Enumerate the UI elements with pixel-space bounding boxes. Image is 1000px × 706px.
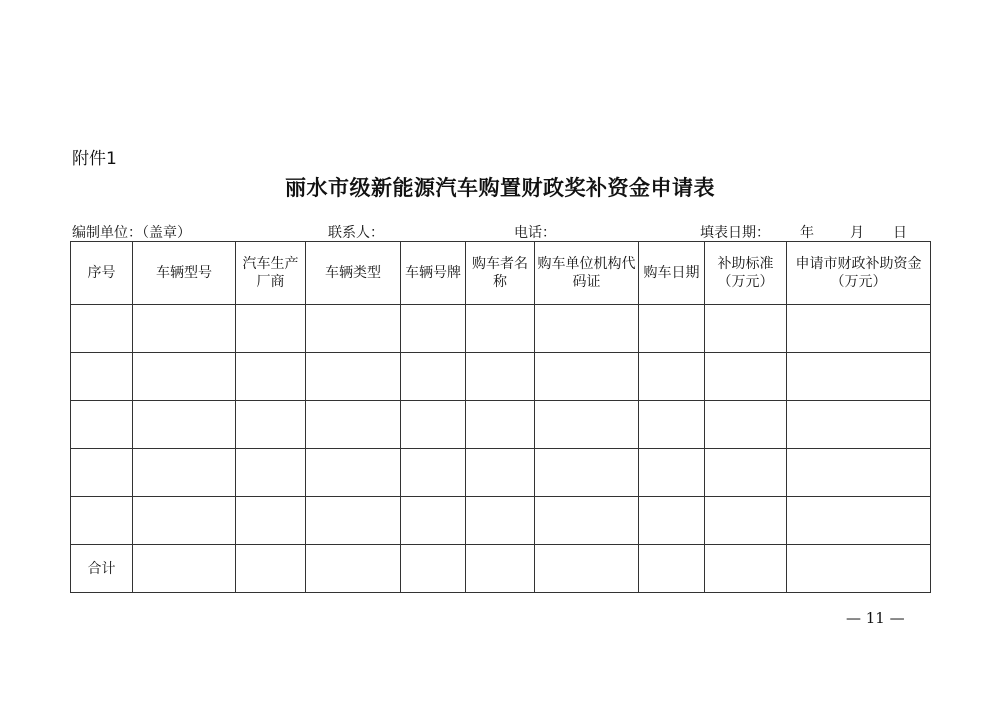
table-row [71, 449, 931, 497]
meta-unit: 编制单位：（盖章） [72, 225, 191, 241]
meta-phone: 电话： [514, 225, 556, 241]
table-cell [401, 545, 466, 593]
table-row [71, 305, 931, 353]
meta-fill-date: 填表日期： [700, 225, 770, 241]
table-cell [236, 401, 306, 449]
table-cell [705, 497, 787, 545]
table-row [71, 401, 931, 449]
table-cell [306, 449, 401, 497]
table-cell [71, 353, 133, 401]
table-cell [535, 449, 639, 497]
table-cell [306, 497, 401, 545]
header-cell: 车辆号牌 [401, 242, 466, 305]
total-row [71, 545, 931, 593]
header-cell: 补助标准 （万元） [705, 242, 787, 305]
table-cell [787, 497, 931, 545]
table-cell [535, 497, 639, 545]
form-title: 丽水市级新能源汽车购置财政奖补资金申请表 [285, 175, 715, 200]
table-cell [306, 401, 401, 449]
table-cell [639, 497, 705, 545]
table-cell [535, 353, 639, 401]
meta-day: 日 [893, 225, 907, 241]
table-cell [133, 353, 236, 401]
table-cell [639, 305, 705, 353]
table-row [71, 497, 931, 545]
total-label-cell: 合计 [71, 545, 133, 593]
table-cell [306, 545, 401, 593]
table-cell [401, 353, 466, 401]
header-cell: 申请市财政补助资金 （万元） [787, 242, 931, 305]
table-cell [705, 353, 787, 401]
table-cell [705, 449, 787, 497]
table-cell [535, 545, 639, 593]
table-cell [787, 305, 931, 353]
table-cell [787, 401, 931, 449]
table-cell [133, 401, 236, 449]
table-cell [787, 449, 931, 497]
table-cell [466, 545, 535, 593]
header-cell: 汽车生产 厂商 [236, 242, 306, 305]
table-cell [535, 305, 639, 353]
table-cell [705, 401, 787, 449]
table-cell [639, 449, 705, 497]
table-cell [705, 305, 787, 353]
table-cell [236, 497, 306, 545]
table-cell [236, 545, 306, 593]
table-row [71, 353, 931, 401]
table-cell [133, 449, 236, 497]
table-cell [71, 401, 133, 449]
table-cell [401, 449, 466, 497]
meta-contact: 联系人： [328, 225, 384, 241]
header-cell: 序号 [71, 242, 133, 305]
table-header-row [71, 242, 931, 305]
table-cell [639, 401, 705, 449]
table-cell [306, 305, 401, 353]
header-cell: 车辆型号 [133, 242, 236, 305]
table-cell [705, 545, 787, 593]
table-cell [787, 545, 931, 593]
table-cell [71, 449, 133, 497]
application-table [70, 241, 931, 593]
table-cell [466, 401, 535, 449]
table-cell [133, 305, 236, 353]
header-cell: 车辆类型 [306, 242, 401, 305]
table-cell [401, 401, 466, 449]
table-cell [306, 353, 401, 401]
table-cell [535, 401, 639, 449]
table-cell [236, 449, 306, 497]
table-cell [466, 305, 535, 353]
attachment-label: 附件1 [72, 149, 117, 169]
header-cell: 购车日期 [639, 242, 705, 305]
table-cell [133, 545, 236, 593]
table-cell [787, 353, 931, 401]
page-number: — 11 — [846, 609, 905, 627]
table-cell [236, 305, 306, 353]
table-cell [466, 449, 535, 497]
table-cell [71, 497, 133, 545]
table-cell [639, 545, 705, 593]
table-cell [236, 353, 306, 401]
table-cell [466, 497, 535, 545]
meta-month: 月 [850, 225, 864, 241]
header-cell: 购车者名 称 [466, 242, 535, 305]
table-cell [401, 497, 466, 545]
table-cell [466, 353, 535, 401]
table-cell [71, 305, 133, 353]
header-cell: 购车单位机构代 码证 [535, 242, 639, 305]
table-cell [639, 353, 705, 401]
table-cell [401, 305, 466, 353]
meta-year: 年 [800, 225, 814, 241]
table-cell [133, 497, 236, 545]
